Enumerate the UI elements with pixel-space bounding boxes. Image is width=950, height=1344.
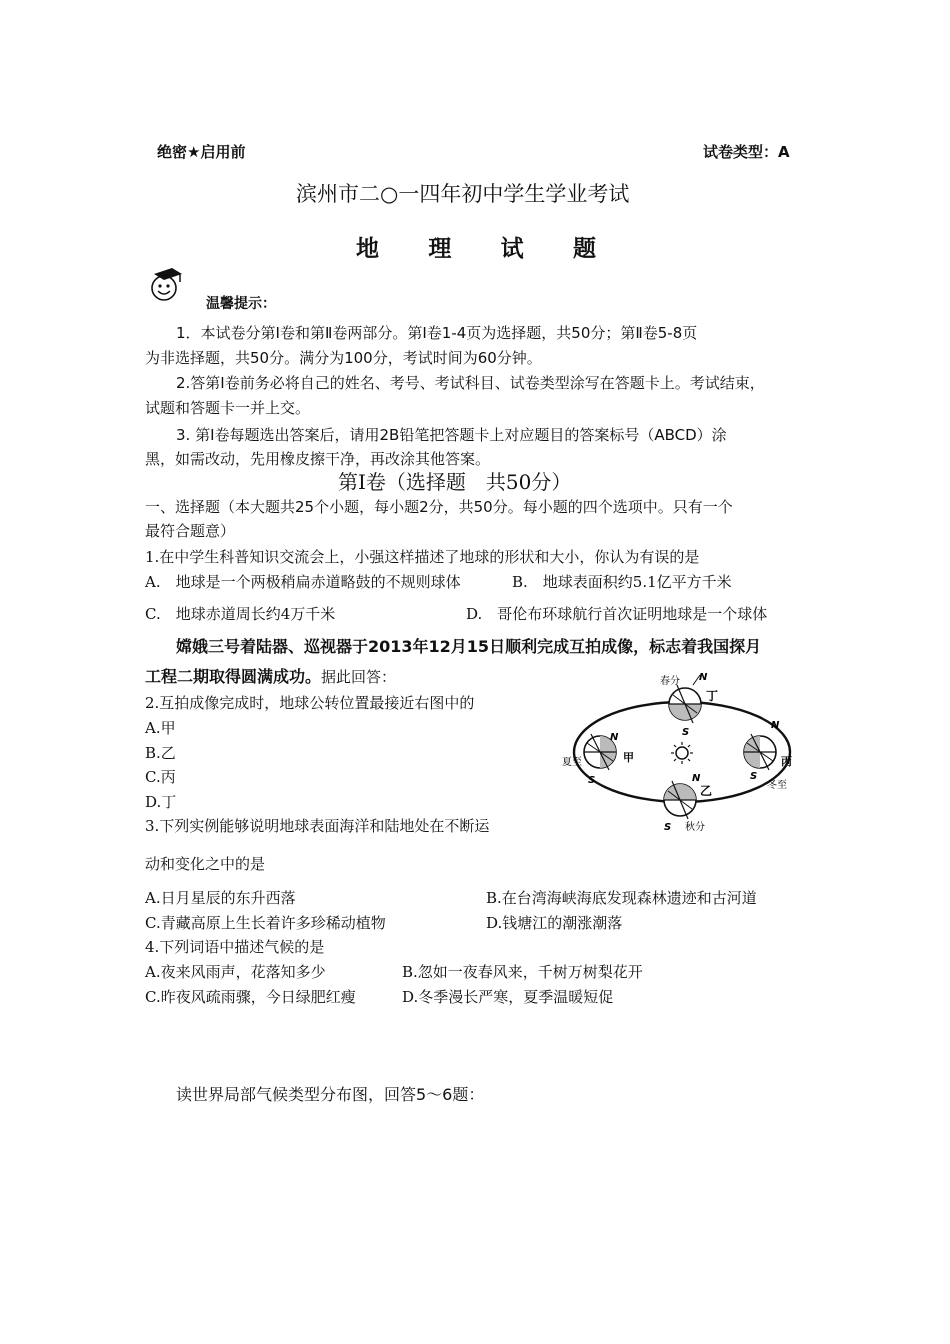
q4-option-c: C.昨夜风疏雨骤，今日绿肥红瘦 — [145, 988, 356, 1006]
subject-char: 试 — [500, 236, 524, 262]
q3-stem-line1: 3.下列实例能够说明地球表面海洋和陆地处在不断运 — [145, 817, 490, 835]
subject-char: 地 — [356, 236, 379, 262]
label-spring: 春分 — [660, 676, 680, 687]
q1-option-b: B. 地球表面积约5.1亿平方千米 — [512, 573, 732, 591]
label-bing: 丙 — [781, 755, 792, 768]
q1-option-c: C. 地球赤道周长约4万千米 — [145, 605, 336, 623]
label-ding: 丁 — [706, 689, 719, 703]
label-s-right: S — [750, 771, 758, 782]
label-n-right: N — [771, 720, 780, 731]
label-s-left: S — [588, 775, 596, 786]
q1-option-d: D. 哥伦布环球航行首次证明地球是一个球体 — [466, 605, 768, 623]
notice-label: 温馨提示： — [206, 296, 276, 312]
label-s-bottom: S — [664, 822, 672, 833]
confidential-mark: 绝密★启用前 — [157, 143, 246, 161]
q3-option-c: C.青藏高原上生长着许多珍稀动植物 — [145, 914, 386, 932]
subject-char: 题 — [572, 236, 596, 262]
q2-intro-bold: 工程二期取得圆满成功。 — [145, 667, 322, 686]
label-jia: 甲 — [623, 751, 634, 764]
label-summer: 夏至 — [562, 757, 582, 768]
smiley-cap-icon — [142, 264, 190, 304]
label-autumn: 秋分 — [685, 822, 705, 833]
notice-1-line1: 1．本试卷分第Ⅰ卷和第Ⅱ卷两部分。第Ⅰ卷1-4页为选择题，共50分；第Ⅱ卷5-8页 — [176, 324, 698, 342]
q3-option-d: D.钱塘江的潮涨潮落 — [486, 914, 623, 932]
q2-stem: 2.互拍成像完成时，地球公转位置最接近右图中的 — [145, 694, 475, 712]
label-n-top: N — [699, 672, 708, 683]
earth-autumn — [664, 781, 696, 819]
earth-orbit-diagram — [555, 667, 805, 837]
label-winter: 冬至 — [767, 780, 787, 791]
map-intro: 读世界局部气候类型分布图，回答5～6题： — [176, 1085, 485, 1104]
notice-2-line2: 试题和答题卡一并上交。 — [145, 399, 311, 417]
section-heading-line2: 最符合题意） — [145, 522, 236, 540]
notice-3-line2: 黑，如需改动，先用橡皮擦干净，再改涂其他答案。 — [145, 450, 491, 468]
section-heading-line1: 一、选择题（本大题共25个小题，每小题2分，共50分。每小题的四个选项中。只有一个 — [145, 498, 733, 516]
q3-option-a: A.日月星辰的东升西落 — [145, 889, 296, 907]
q4-option-a: A.夜来风雨声，花落知多少 — [145, 963, 326, 981]
q2-intro-line1: 嫦娥三号着陆器、巡视器于2013年12月15日顺利完成互拍成像，标志着我国探月 — [176, 637, 762, 656]
q2-option-c: C.丙 — [145, 768, 176, 786]
subject-title — [356, 230, 596, 263]
notice-1-line2: 为非选择题，共50分。满分为100分，考试时间为60分钟。 — [145, 349, 542, 367]
q3-stem-line2: 动和变化之中的是 — [145, 855, 266, 873]
part1-title: 第Ⅰ卷（选择题 共50分） — [338, 470, 572, 494]
subject-char: 理 — [428, 236, 452, 262]
q2-option-b: B.乙 — [145, 744, 176, 762]
q4-option-d: D.冬季漫长严寒，夏季温暖短促 — [402, 988, 614, 1006]
q3-option-b: B.在台湾海峡海底发现森林遗迹和古河道 — [486, 889, 757, 907]
notice-2-line1: 2.答第Ⅰ卷前务必将自己的姓名、考号、考试科目、试卷类型涂写在答题卡上。考试结束， — [176, 374, 765, 392]
label-s-top: S — [682, 727, 690, 738]
sun-icon — [671, 742, 693, 764]
q2-option-d: D.丁 — [145, 793, 177, 811]
q4-option-b: B.忽如一夜春风来，千树万树梨花开 — [402, 963, 643, 981]
q1-stem: 1.在中学生科普知识交流会上，小强这样描述了地球的形状和大小，你认为有误的是 — [145, 548, 700, 566]
label-n-bottom: N — [692, 773, 701, 784]
notice-3-line1: 3. 第Ⅰ卷每题选出答案后，请用2B铅笔把答题卡上对应题目的答案标号（ABCD）涂 — [176, 426, 727, 444]
q2-intro-line2 — [145, 664, 396, 687]
label-n-left: N — [610, 732, 619, 743]
exam-title: 滨州市二○一四年初中学生学业考试 — [296, 182, 630, 206]
q1-option-a: A. 地球是一个两极稍扁赤道略鼓的不规则球体 — [145, 573, 461, 591]
q2-intro-tail: 据此回答： — [321, 668, 397, 686]
q2-option-a: A.甲 — [145, 719, 176, 737]
label-yi: 乙 — [700, 784, 713, 798]
q4-stem: 4.下列词语中描述气候的是 — [145, 938, 325, 956]
paper-type: 试卷类型：A — [703, 143, 790, 161]
earth-winter — [744, 734, 776, 770]
